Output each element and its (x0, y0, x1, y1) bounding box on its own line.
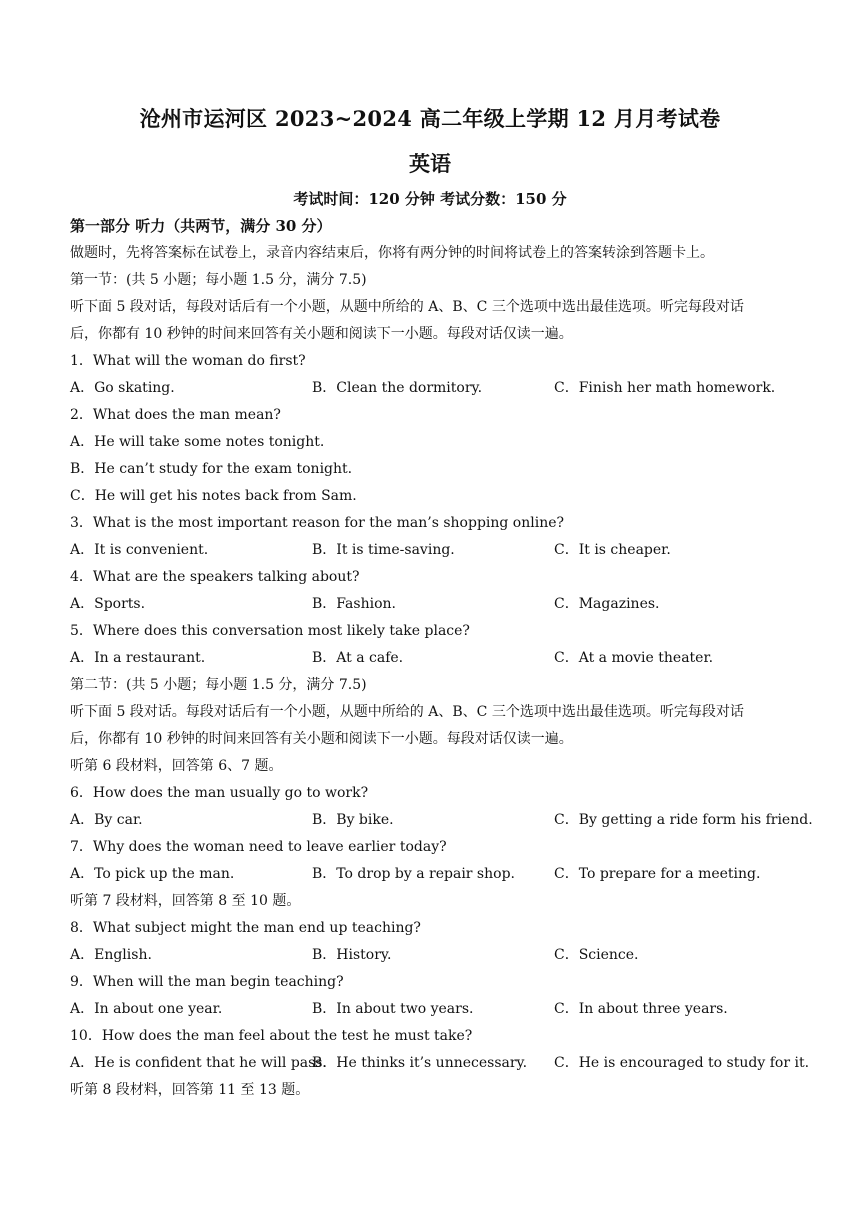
exam-meta: 考试时间：120 分钟 考试分数：150 分 (293, 190, 567, 208)
section1-desc-line2: 后，你都有 10 秒钟的时间来回答有关小题和阅读下一小题。每段对话仅读一遍。 (70, 326, 573, 342)
material-7-note: 听第 7 段材料，回答第 8 至 10 题。 (70, 893, 301, 909)
section2-desc-line1: 听下面 5 段对话。每段对话后有一个小题，从题中所给的 A、B、C 三个选项中选出最佳选项。听完每段对话 (70, 704, 744, 720)
option-4b: B．Fashion. (312, 596, 396, 612)
question-8: 8．What subject might the man end up teaching? (70, 920, 421, 936)
option-8c: C．Science. (554, 947, 639, 963)
option-7b: B．To drop by a repair shop. (312, 866, 515, 882)
section1-heading: 第一节：(共 5 小题；每小题 1.5 分，满分 7.5) (70, 272, 367, 288)
option-7c: C．To prepare for a meeting. (554, 866, 761, 882)
option-6c: C．By getting a ride form his friend. (554, 812, 813, 828)
exam-title: 沧州市运河区 2023~2024 高二年级上学期 12 月月考试卷 (139, 106, 721, 131)
option-6b: B．By bike. (312, 812, 394, 828)
part1-instruction: 做题时，先将答案标在试卷上，录音内容结束后，你将有两分钟的时间将试卷上的答案转涂到答题卡上。 (70, 245, 714, 261)
option-7a: A．To pick up the man. (70, 866, 235, 882)
option-5a: A．In a restaurant. (70, 650, 206, 666)
option-8a: A．English. (70, 947, 152, 963)
question-6: 6．How does the man usually go to work? (70, 785, 369, 801)
question-10: 10．How does the man feel about the test he must take? (70, 1028, 473, 1044)
option-2b: B．He can’t study for the exam tonight. (70, 461, 353, 477)
question-2: 2．What does the man mean? (70, 407, 281, 423)
question-3: 3．What is the most important reason for the man’s shopping online? (70, 515, 565, 531)
option-8b: B．History. (312, 947, 392, 963)
option-10b: B．He thinks it’s unnecessary. (312, 1055, 528, 1071)
option-3a: A．It is convenient. (70, 542, 209, 558)
section2-desc-line2: 后，你都有 10 秒钟的时间来回答有关小题和阅读下一小题。每段对话仅读一遍。 (70, 731, 573, 747)
option-4a: A．Sports. (70, 596, 146, 612)
option-9a: A．In about one year. (70, 1001, 223, 1017)
material-6-note: 听第 6 段材料，回答第 6、7 题。 (70, 758, 283, 774)
exam-subject: 英语 (409, 151, 451, 176)
question-9: 9．When will the man begin teaching? (70, 974, 344, 990)
option-1c: C．Finish her math homework. (554, 380, 776, 396)
option-9c: C．In about three years. (554, 1001, 728, 1017)
question-4: 4．What are the speakers talking about? (70, 569, 360, 585)
question-7: 7．Why does the woman need to leave earlier today? (70, 839, 447, 855)
option-1b: B．Clean the dormitory. (312, 380, 483, 396)
option-2a: A．He will take some notes tonight. (70, 434, 325, 450)
option-5c: C．At a movie theater. (554, 650, 714, 666)
option-2c: C．He will get his notes back from Sam. (70, 488, 357, 504)
option-6a: A．By car. (70, 812, 143, 828)
question-5: 5．Where does this conversation most likely take place? (70, 623, 470, 639)
option-3c: C．It is cheaper. (554, 542, 671, 558)
option-1a: A．Go skating. (70, 380, 175, 396)
section1-desc-line1: 听下面 5 段对话，每段对话后有一个小题，从题中所给的 A、B、C 三个选项中选出最佳选项。听完每段对话 (70, 299, 744, 315)
option-10a: A．He is confident that he will pass. (70, 1055, 327, 1071)
section2-heading: 第二节：(共 5 小题；每小题 1.5 分，满分 7.5) (70, 677, 367, 693)
part1-heading: 第一部分 听力（共两节，满分 30 分） (70, 217, 332, 235)
option-3b: B．It is time-saving. (312, 542, 455, 558)
option-5b: B．At a cafe. (312, 650, 404, 666)
option-4c: C．Magazines. (554, 596, 660, 612)
question-1: 1．What will the woman do first? (70, 353, 306, 369)
material-8-note: 听第 8 段材料，回答第 11 至 13 题。 (70, 1082, 310, 1098)
option-9b: B．In about two years. (312, 1001, 474, 1017)
option-10c: C．He is encouraged to study for it. (554, 1055, 810, 1071)
